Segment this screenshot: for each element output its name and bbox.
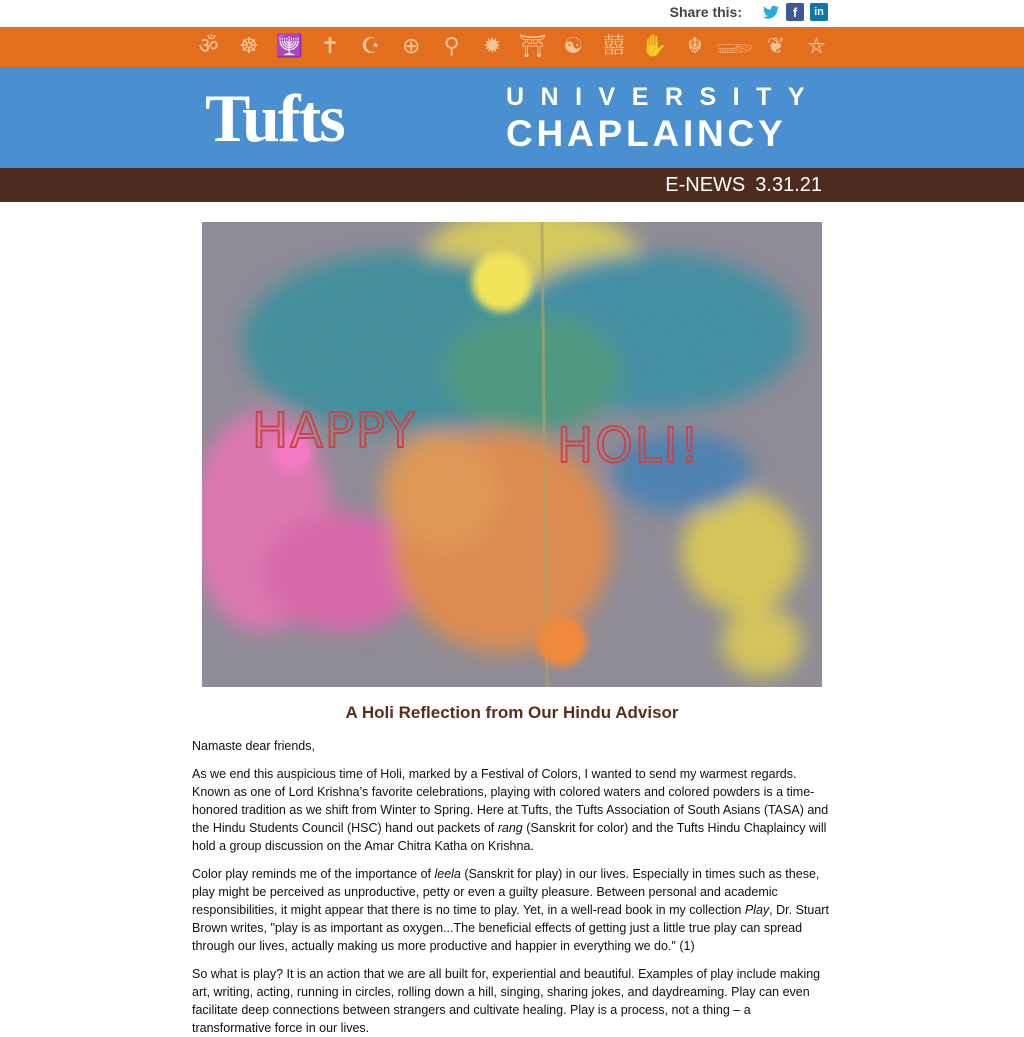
share-group xyxy=(670,3,828,21)
hero-text-happy: HAPPY xyxy=(252,403,418,459)
ahimsa-hand-figure-icon: ⚲ xyxy=(443,34,460,59)
khanda-icon: ☬ xyxy=(687,34,703,59)
jain-hand-icon: ✋ xyxy=(640,34,669,59)
p2-emphasis-leela: leela xyxy=(434,867,461,881)
paragraph-1 xyxy=(192,765,832,855)
p2-emphasis-play: Play xyxy=(744,903,770,917)
p1-text-a: As we end this auspicious time of Holi, marked by a Festival of Colors, I wanted to send my warmest regards. Known as one of Lord Krishna’s favorite celebrations, playing with colored waters and colored powders is a time-honored tradition as we shift from Winter to Spring. Here at Tufts, the Tufts Association of South Asians (TASA) and the Hindu Students Council (HSC) hand out packets of xyxy=(192,767,829,835)
greeting: Namaste dear friends, xyxy=(192,739,315,753)
yin-yang-icon: ☯ xyxy=(563,34,584,59)
crescent-icon: ☪ xyxy=(360,34,381,59)
linkedin-icon[interactable]: in xyxy=(810,3,828,21)
feather-icon: ❦ xyxy=(766,34,786,59)
paragraph-3: So what is play? It is an action that we are all built for, experiential and beautiful. Examples of play include making art, writing, acting, running in circles, rolling down a hill, singing, sharing jokes, and daydreaming. Play can even facilitate deep connections between strangers and cultivate healing. Play is a process, not a thing – a transformative force in our lives. xyxy=(192,967,821,1035)
star-icon: ✹ xyxy=(483,34,502,59)
dharma-wheel-icon: ☸ xyxy=(239,34,259,59)
pentacle-icon: ⛤ xyxy=(807,34,826,59)
hero-image xyxy=(202,222,822,687)
share-bar xyxy=(0,0,1024,27)
tufts-logo[interactable]: Tufts xyxy=(205,80,344,156)
menorah-icon: 🕎 xyxy=(275,34,304,59)
faith-symbols-bar xyxy=(0,27,1024,67)
wheel-icon: ⊕ xyxy=(401,34,421,59)
edition-label xyxy=(665,174,822,197)
p2-text-b: (Sanskrit for play) in our lives. Especially in times such as these, play might be perceived as unproductive, petty or even a guilty pleasure. Between personal and academic responsibilities, it might appear that there is no time to play. Yet, in a well-read book in my collection xyxy=(192,867,820,917)
share-label: Share this: xyxy=(669,4,742,20)
edition-bar xyxy=(0,168,1024,202)
facebook-icon[interactable]: f xyxy=(786,3,804,21)
om-icon: ॐ xyxy=(198,34,219,59)
holi-chalk-photo xyxy=(202,222,822,687)
p2-text-c: , Dr. Stuart Brown writes, "play is as important as oxygen...The beneficial effects of getting just a little true play can spread through our lives, actually making us more productive and happier in everything we do." (1) xyxy=(192,903,829,953)
cross-icon: ✝ xyxy=(320,34,340,59)
article-body xyxy=(192,737,832,1037)
faith-symbols xyxy=(195,32,830,62)
faravahar-icon: 𓆃 xyxy=(717,34,754,59)
p2-text-a: Color play reminds me of the importance of xyxy=(192,867,435,881)
twitter-icon[interactable] xyxy=(762,3,780,21)
enews-label: E-NEWS xyxy=(665,174,746,196)
article-title: A Holi Reflection from Our Hindu Advisor xyxy=(345,703,679,722)
p1-emphasis: rang xyxy=(497,821,523,835)
double-happiness-icon: 囍 xyxy=(602,34,625,59)
header-banner xyxy=(0,67,1024,168)
hero-text-holi: HOLI! xyxy=(557,418,702,474)
header-line-university: UNIVERSITY xyxy=(506,83,822,111)
torii-icon: ⛩ xyxy=(518,34,547,59)
header-line-chaplaincy: CHAPLAINCY xyxy=(506,113,787,154)
edition-date: 3.31.21 xyxy=(755,174,822,196)
p1-text-b: (Sanskrit for color) and the Tufts Hindu Chaplaincy will hold a group discussion on the Amar Chitra Katha on Krishna. xyxy=(192,821,827,853)
paragraph-2 xyxy=(192,865,832,955)
